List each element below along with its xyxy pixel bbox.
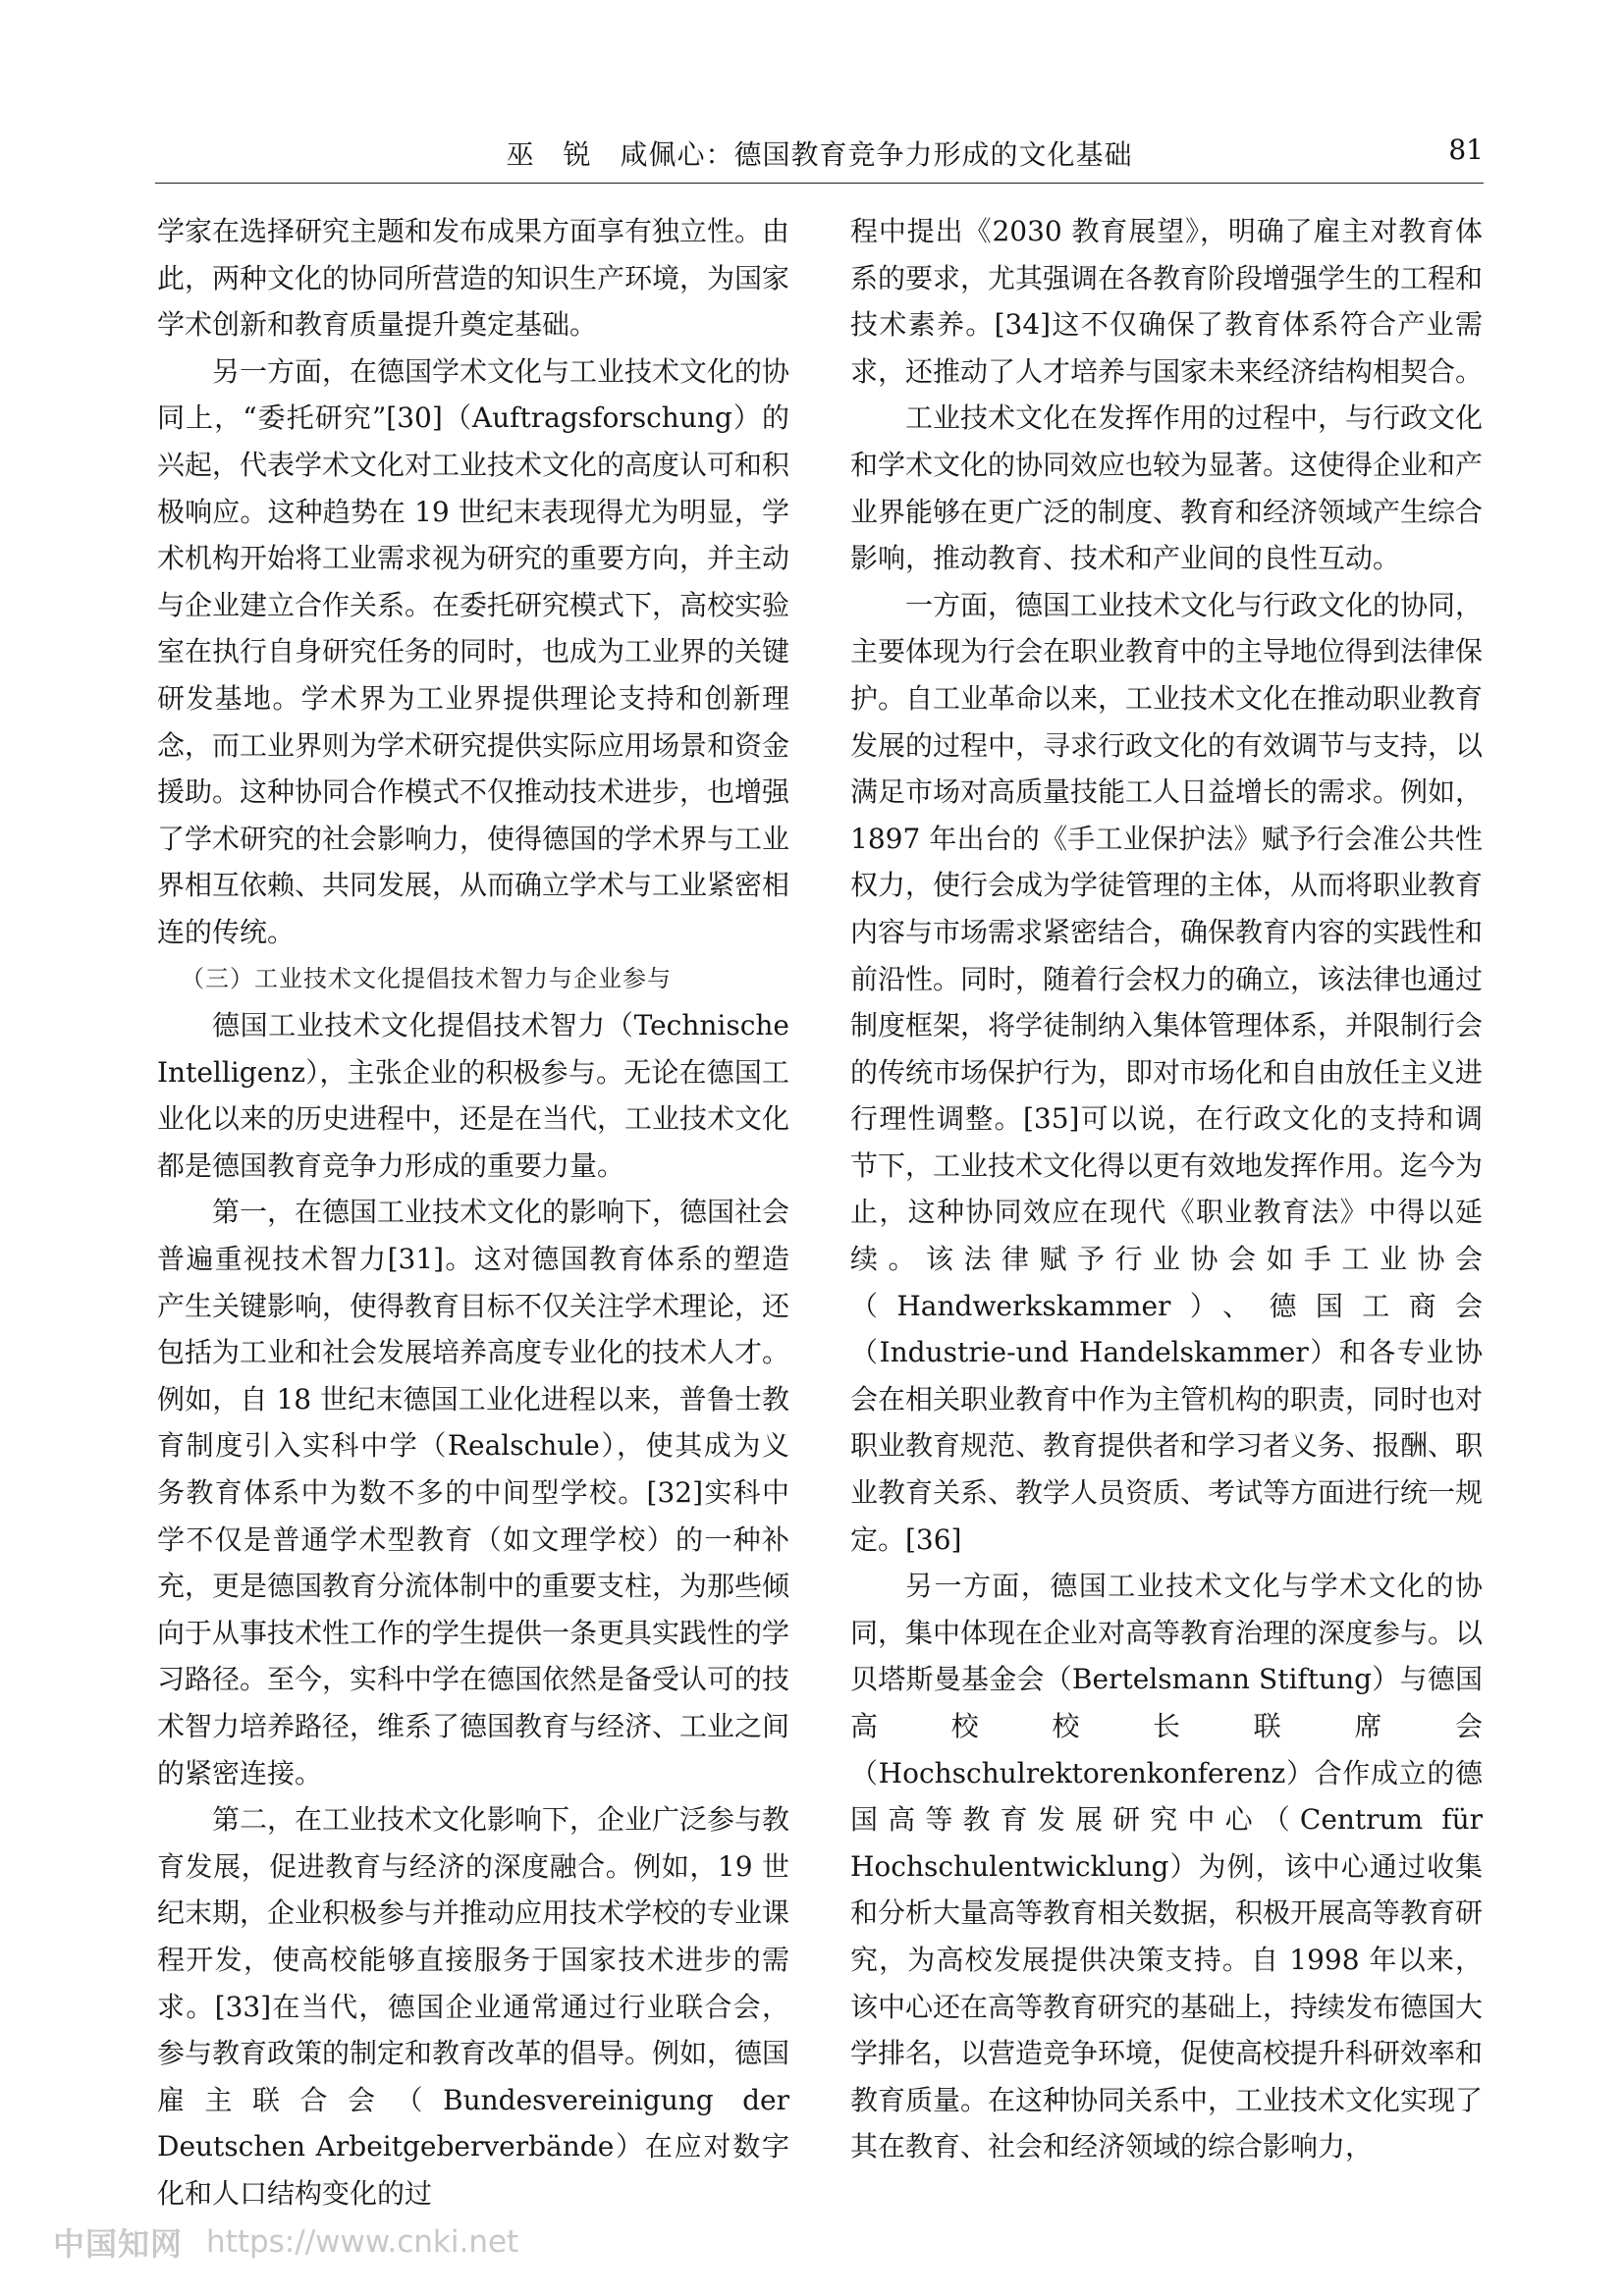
footer-url[interactable]: https://www.cnki.net — [206, 2224, 519, 2260]
page-number: 81 — [1448, 133, 1484, 166]
paragraph: 第二，在工业技术文化影响下，企业广泛参与教育发展，促进教育与经济的深度融合。例如，19 世纪末期，企业积极参与并推动应用技术学校的专业课程开发，使高校能够直接服务于国家技术进步的需求。[33]在当代，德国企业通常通过行业联合会，参与教育政策的制定和教育改革的倡导。例如，德国雇主联合会（Bundesvereinigung der Deutschen Arbeitgeberverbände）在应对数字化和人口结构变化的过 — [157, 1803, 790, 2210]
paragraph: 学家在选择研究主题和发布成果方面享有独立性。由此，两种文化的协同所营造的知识生产环境，为国家学术创新和教育质量提升奠定基础。 — [157, 215, 790, 342]
paragraph: 第一，在德国工业技术文化的影响下，德国社会普遍重视技术智力[31]。这对德国教育体系的塑造产生关键影响，使得教育目标不仅关注学术理论，还包括为工业和社会发展培养高度专业化的技术人才。例如，自 18 世纪末德国工业化进程以来，普鲁士教育制度引入实科中学（Realschule），使其成为义务教育体系中为数不多的中间型学校。[32]实科中学不仅是普通学术型教育（如文理学校）的一种补充，更是德国教育分流体制中的重要支柱，为那些倾向于从事技术性工作的学生提供一条更具实践性的学习路径。至今，实科中学在德国依然是备受认可的技术智力培养路径，维系了德国教育与经济、工业之间的紧密连接。 — [157, 1196, 790, 1789]
running-header — [155, 133, 1484, 181]
paragraph: 另一方面，德国工业技术文化与学术文化的协同，集中体现在企业对高等教育治理的深度参与。以贝塔斯曼基金会（Bertelsmann Stiftung）与德国高校校长联席会（Hochschulrektorenkonferenz）合作成立的德国高等教育发展研究中心（Centrum für Hochschulentwicklung）为例，该中心通过收集和分析大量高等教育相关数据，积极开展高等教育研究，为高校发展提供决策支持。自 1998 年以来，该中心还在高等教育研究的基础上，持续发布德国大学排名，以营造竞争环境，促使高校提升科研效率和教育质量。在这种协同关系中，工业技术文化实现了其在教育、社会和经济领域的综合影响力， — [850, 1570, 1484, 2163]
paragraph: 工业技术文化在发挥作用的过程中，与行政文化和学术文化的协同效应也较为显著。这使得企业和产业界能够在更广泛的制度、教育和经济领域产生综合影响，推动教育、技术和产业间的良性互动。 — [850, 401, 1484, 575]
footer-watermark — [53, 2220, 518, 2264]
running-title: 巫 锐 咸佩心：德国教育竞争力形成的文化基础 — [506, 138, 1133, 171]
paragraph: 另一方面，在德国学术文化与工业技术文化的协同上，“委托研究”[30]（Auftragsforschung）的兴起，代表学术文化对工业技术文化的高度认可和积极响应。这种趋势在 19 世纪末表现得尤为明显，学术机构开始将工业需求视为研究的重要方向，并主动与企业建立合作关系。在委托研究模式下，高校实验室在执行自身研究任务的同时，也成为工业界的关键研发基地。学术界为工业界提供理论支持和创新理念，而工业界则为学术研究提供实际应用场景和资金援助。这种协同合作模式不仅推动技术进步，也增强了学术研究的社会影响力，使得德国的学术界与工业界相互依赖、共同发展，从而确立学术与工业紧密相连的传统。 — [157, 354, 790, 948]
header-rule — [155, 183, 1484, 184]
subsection-heading: （三）工业技术文化提倡技术智力与企业参与 — [181, 964, 672, 992]
paragraph: 德国工业技术文化提倡技术智力（Technische Intelligenz），主张企业的积极参与。无论在德国工业化以来的历史进程中，还是在当代，工业技术文化都是德国教育竞争力形成的重要力量。 — [157, 1009, 790, 1182]
paragraph: 一方面，德国工业技术文化与行政文化的协同，主要体现为行会在职业教育中的主导地位得到法律保护。自工业革命以来，工业技术文化在推动职业教育发展的过程中，寻求行政文化的有效调节与支持，以满足市场对高质量技能工人日益增长的需求。例如，1897 年出台的《手工业保护法》赋予行会准公共性权力，使行会成为学徒管理的主体，从而将职业教育内容与市场需求紧密结合，确保教育内容的实践性和前沿性。同时，随着行会权力的确立，该法律也通过制度框架，将学徒制纳入集体管理体系，并限制行会的传统市场保护行为，即对市场化和自由放任主义进行理性调整。[35]可以说，在行政文化的支持和调节下，工业技术文化得以更有效地发挥作用。迄今为止，这种协同效应在现代《职业教育法》中得以延续。该法律赋予行业协会如手工业协会（Handwerkskammer）、德国工商会（Industrie-und Handelskammer）和各专业协会在相关职业教育中作为主管机构的职责，同时也对职业教育规范、教育提供者和学习者义务、报酬、职业教育关系、教学人员资质、考试等方面进行统一规定。[36] — [850, 588, 1484, 1556]
cnki-logo: 中国知网 — [53, 2225, 184, 2263]
paragraph: 程中提出《2030 教育展望》，明确了雇主对教育体系的要求，尤其强调在各教育阶段增强学生的工程和技术素养。[34]这不仅确保了教育体系符合产业需求，还推动了人才培养与国家未来经济结构相契合。 — [850, 215, 1484, 388]
left-column — [157, 208, 789, 2217]
right-column — [850, 208, 1483, 2170]
